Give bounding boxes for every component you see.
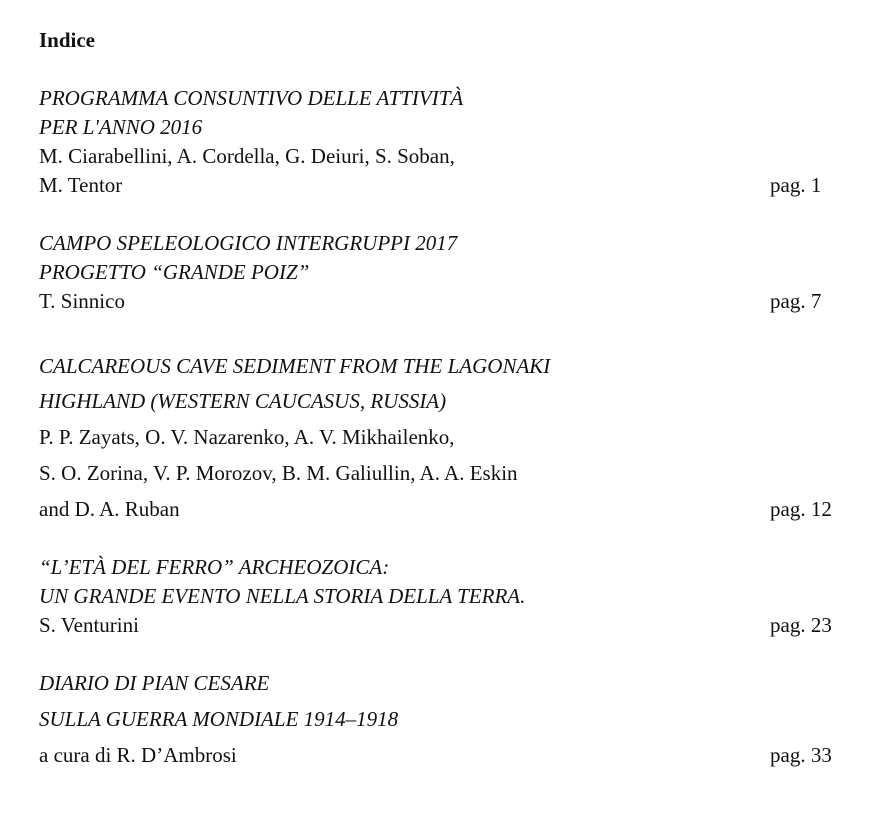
entry-3-author-line-1: P. P. Zayats, O. V. Nazarenko, A. V. Mikhailenko,: [39, 425, 455, 449]
entry-1-author-line-1: M. Ciarabellini, A. Cordella, G. Deiuri, S. Soban,: [39, 144, 455, 168]
entry-3-author-line-3: and D. A. Ruban: [39, 497, 180, 521]
entry-2-author-line-1: T. Sinnico: [39, 289, 125, 313]
entry-5-page-number: pag. 33: [770, 743, 832, 767]
entry-5-title-line-2: SULLA GUERRA MONDIALE 1914–1918: [39, 707, 399, 731]
entry-1-title-line-1: PROGRAMMA CONSUNTIVO DELLE ATTIVITÀ: [39, 86, 464, 110]
index-heading: Indice: [39, 28, 96, 52]
entry-2-title-line-1: CAMPO SPELEOLOGICO INTERGRUPPI 2017: [39, 231, 458, 255]
entry-3-title-line-1: CALCAREOUS CAVE SEDIMENT FROM THE LAGONAKI: [39, 354, 551, 378]
entry-5-title-line-1: DIARIO DI PIAN CESARE: [39, 671, 270, 695]
entry-4-title-line-1: “L’ETÀ DEL FERRO” ARCHEOZOICA:: [39, 555, 390, 579]
entry-4-author-line-1: S. Venturini: [39, 613, 139, 637]
entry-1-page-number: pag. 1: [770, 173, 822, 197]
entry-3-page-number: pag. 12: [770, 497, 832, 521]
entry-5-author-line-1: a cura di R. D’Ambrosi: [39, 743, 237, 767]
entry-3-author-line-2: S. O. Zorina, V. P. Morozov, B. M. Galiullin, A. A. Eskin: [39, 461, 518, 485]
entry-4-page-number: pag. 23: [770, 613, 832, 637]
entry-2-page-number: pag. 7: [770, 289, 822, 313]
entry-1-title-line-2: PER L'ANNO 2016: [39, 115, 203, 139]
entry-1-author-line-2: M. Tentor: [39, 173, 123, 197]
entry-2-title-line-2: PROGETTO “GRANDE POIZ”: [39, 260, 310, 284]
entry-3-title-line-2: HIGHLAND (WESTERN CAUCASUS, RUSSIA): [39, 389, 447, 413]
entry-4-title-line-2: UN GRANDE EVENTO NELLA STORIA DELLA TERRA.: [39, 584, 526, 608]
